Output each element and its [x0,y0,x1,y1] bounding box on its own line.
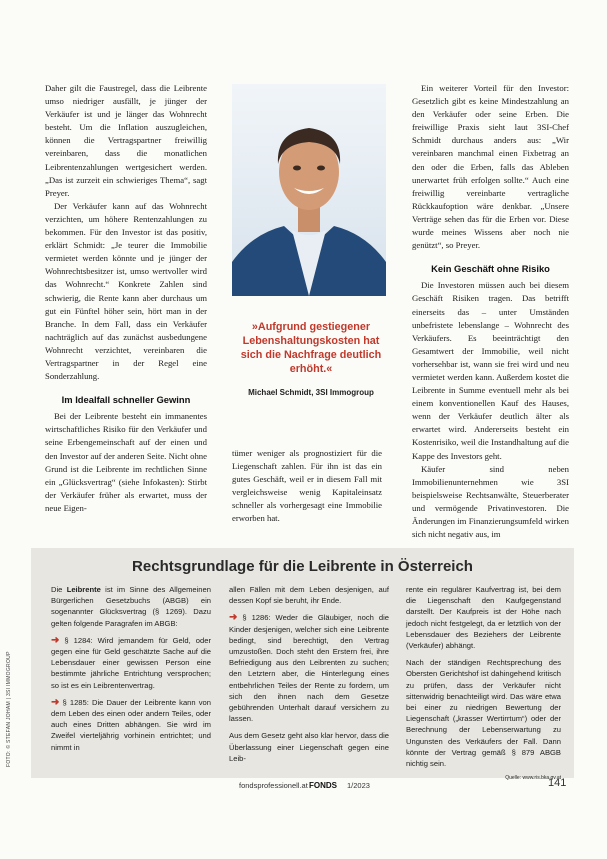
infobox-paragraph: Aus dem Gesetz geht also klar hervor, dass die Überlassung einer Liegenschaft gegen eine Leib- [229,731,389,763]
quote-author: Michael Schmidt, 3SI Immogroup [248,388,374,397]
paragraph: Daher gilt die Faustregel, dass die Leibrente umso niedriger ausfällt, je jünger der Verkäufer ist und je länger das Wohnrecht besteht. Um die Inflation auszugleichen, können die Vertragspartner freiwillig vereinbaren, dass die monatlichen Leibrentenzahlungen wertgesichert werden. „Das ist zurzeit ein schwieriges Thema“, sagt Preyer. [45,83,207,198]
paragraph-text: § 1286: Weder die Gläubiger, noch die Kinder desjenigen, welcher sich eine Leibrente bedingt, sind berechtigt, den Vertrag umzustoßen. Doch steht den Erstern frei, ihre Befriedigung aus den Leibrenten zu suchen; den Letztern aber, die Hinterlegung eines entbehrlichen Teiles der Rente zu fordern, um sich den ihnen nach dem Gesetze gebührenden Unterhalt darauf versichern zu lassen. [229,613,389,724]
quote-text: »Aufgrund gestiegener Lebenshaltungskosten hat sich die Nachfrage deutlich erhöht.« [240,321,382,375]
arrow-right-icon: ➜ [229,612,238,624]
infobox-paragraph [51,697,211,753]
arrow-right-icon: ➜ [51,696,60,708]
infobox-column-2 [229,584,389,770]
source-note: Quelle: www.ris.bka.gv.at [505,775,561,782]
photo-credit: FOTO: © STEFAN JOHAM | 3SI IMMOGROUP [6,651,12,767]
paragraph-text: § 1285: Die Dauer der Leibrente kann von dem Leben des einen oder andern Teiles, oder auch eines Dritten abhängen. Sie wird im Zweifel vierteljährig vorhinein entrichtet; und nimmt in [51,697,211,752]
infobox-column-1 [51,584,211,759]
paragraph: Käufer sind neben Immobilienunternehmen wie 3SI beispielsweise Rechtsanwälte, Steuerberater und vermögende Privatinvestoren. Die Änderungen im Finanzierungsumfeld wirken sich nicht negativ aus, im [412,463,569,540]
article-column-2 [232,447,382,526]
text-span: Die [51,585,67,594]
section-heading: Kein Geschäft ohne Risiko [431,263,550,275]
footer-brand-logo: FONDS [309,781,337,790]
infobox-title: Rechtsgrundlage für die Leibrente in Österreich [132,558,473,575]
infobox-column-3 [406,584,561,784]
paragraph: Bei der Leibrente besteht ein immanentes wirtschaftliches Risiko für den Verkäufer und seine Erbengemeinschaft auf der einen und den Investor auf der anderen Seite. Nicht ohne Grund ist die Leibrente im rechtlichen Sinne ein „Glücksvertrag“ (siehe Infokasten): Stirbt der Verkäufer früher als erwartet, muss der neue Eigen- [45,411,207,513]
infobox-paragraph: Nach der ständigen Rechtsprechung des Obersten Gerichtshof ist dahingehend kritisch zu prüfen, dass der Verkäufer nicht sittenwidrig benachteiligt wird. Das wäre etwa bei einer zu niedrigen Bewertung der Liegenschaft („krasser Wertirrtum“) oder der Berechnung der Lebenserwartung zu Ungunsten des Verkäufers der Fall. Dann könnte der Vertrag gemäß § 879 ABGB nichtig sein. [406,658,561,769]
infobox-paragraph [229,612,389,724]
infobox-paragraph [51,584,211,629]
section-heading: Im Idealfall schneller Gewinn [61,394,191,406]
portrait-photo [232,84,386,296]
footer-website: fondsprofessionell.at [239,781,308,790]
legal-infobox [31,548,574,782]
infobox-paragraph [51,635,211,691]
arrow-right-icon: ➜ [51,634,60,646]
paragraph: Der Verkäufer kann auf das Wohnrecht verzichten, um höhere Rentenzahlungen zu bekommen. Für den Investor ist das positiv, erklärt Schmidt: „Je teurer die Immobilie vermietet werden könnte und je jünger der Wohnrechtsbesitzer ist, umso wertvoller wird das Wohnrecht.“ Konkrete Zahlen sind schwierig, die Rente kann aber durchaus um gut ein Fünftel höher sein, hört man in der Branche. In dem Fall, dass ein Verkäufer nachträglich auf das zunächst ausbedungene Wohnrecht verzichtet, vereinbaren die Vertragspartner in der Regel eine Sonderzahlung. [45,200,207,382]
paragraph: Ein weiterer Vorteil für den Investor: Gesetzlich gibt es keine Mindestzahlung an den Verkäufer oder seine Erben. Die freiwillige Praxis sieht laut 3SI-Chef Schmidt durchaus anders aus: „Wir vereinbaren manchmal einen Fixbetrag an den oder die Erben, falls das Ableben unerwartet früh erfolgen sollte.“ Auch eine freiwillig vereinbarte vertragliche Rückkaufoption wäre denkbar. „Unsere Verträge sehen das für die Erben vor. Diese wurde meines Wissens aber noch nie genützt“, so Preyer. [412,83,569,251]
infobox-paragraph: rente ein regulärer Kaufvertrag ist, bei dem die Liegenschaft den Kaufgegenstand darstellt. Der Kaufpreis ist der Höhe nach jedoch nicht festgelegt, da er letztlich von der Lebensdauer des Beziehers der Leibrente (Verkäufer) abhängt. [406,585,561,651]
pull-quote [232,320,390,397]
article-column-3 [412,82,569,541]
page-number: 141 [548,777,567,789]
infobox-paragraph: allen Fällen mit dem Leben desjenigen, auf dessen Kopf sie beruht, ihr Ende. [229,585,389,606]
paragraph-text: § 1284: Wird jemandem für Geld, oder gegen eine für Geld geschätzte Sache auf die Lebensdauer einer gewissen Person eine bestimmte jährliche Entrichtung versprochen; so ist es ein Leibrentenvertrag. [51,635,211,690]
paragraph: tümer weniger als prognostiziert für die Liegenschaft zahlen. Für ihn ist das ein gutes Geschäft, weil er in diesem Fall mit vergleichsweise wenig Kapitaleinsatz schneller als vorhergesagt eine Immobilie erworben hat. [232,448,382,524]
footer-issue: 1/2023 [347,781,370,790]
portrait-illustration [232,84,386,296]
bold-term: Leibrente [66,585,101,594]
text-span: ist im Sinne des Allgemeinen Bürgerlichen Gesetzbuchs (ABGB) ein sogenannter Glücksvertrag (§ 1269). Dazu gelten folgende Paragrafen im ABGB: [51,585,211,628]
article-column-1 [45,82,207,515]
paragraph: Die Investoren müssen auch bei diesem Geschäft Risiken tragen. Das betrifft einerseits das – unter Umständen unbefristete lebenslange – Wohnrecht des Verkäufers. Es beeinträchtigt den Gesamtwert der Immobilie, weil nicht vorhersehbar ist, wann sie frei wird und neu vermietet werden kann. Außerdem kostet die Leibrente in Summe eventuell mehr als bei einem konventionellen Kauf des Hauses, wenn der Verkäufer deutlich älter als erwartet wird. Andererseits besteht ein Kostenrisiko, weil die Instandhaltung auf die Kappe des Investors geht. [412,280,569,461]
